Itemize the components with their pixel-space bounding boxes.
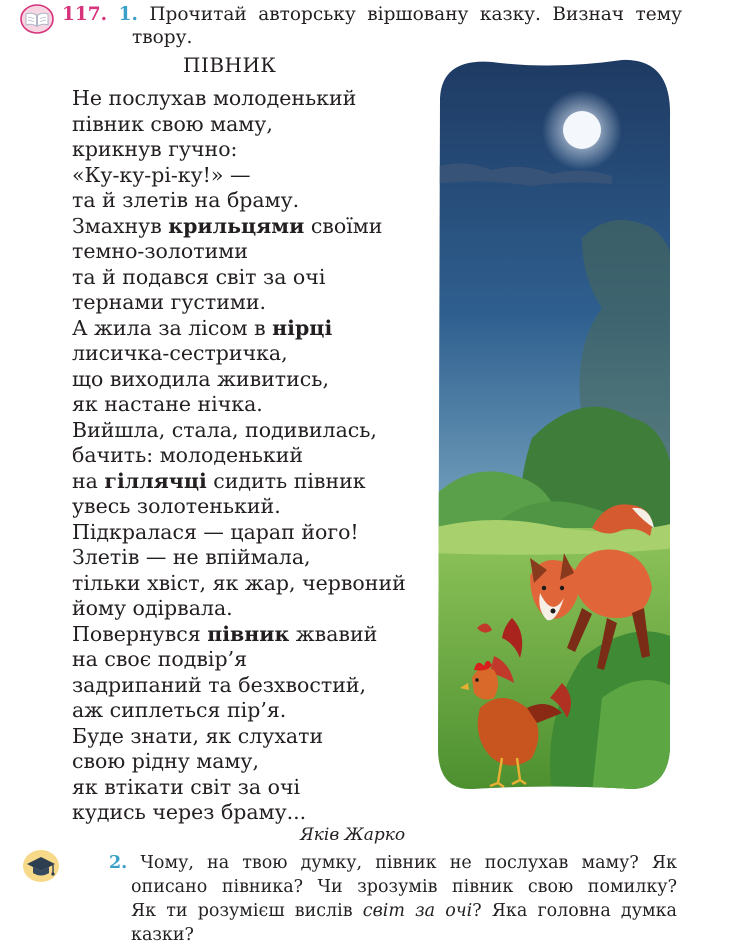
task-text-line2: твору. bbox=[132, 27, 193, 48]
question-line4: казки? bbox=[131, 925, 194, 945]
question-line1: Чому, на твою думку, півник не послухав маму? Як bbox=[140, 853, 677, 873]
question-line3: Як ти розумієш вислів світ за очі? Яка головна думка bbox=[131, 901, 677, 921]
poem-line: півник свою маму, bbox=[72, 111, 273, 136]
poem-line: як настане нічка. bbox=[72, 392, 263, 416]
poem-line: на гіллячці сидить півник bbox=[72, 468, 366, 493]
idiom-phrase: світ за очі bbox=[362, 901, 473, 921]
poem-line: аж сиплеться пір’я. bbox=[72, 698, 287, 722]
poem-title: ПІВНИК bbox=[183, 53, 277, 77]
poem-line: тернами густими. bbox=[72, 290, 267, 314]
subtask-number: 1. bbox=[118, 4, 138, 25]
poem-line: кудись через браму... bbox=[72, 800, 307, 824]
poem-line: Змахнув крильцями своїми bbox=[72, 213, 383, 238]
poem-line: «Ку-ку-рі-ку!» — bbox=[72, 162, 251, 187]
graduation-cap-icon bbox=[22, 849, 60, 883]
question-line2: описано півника? Чи зрозумів півник свою помилку? bbox=[131, 877, 677, 897]
question-number: 2. bbox=[109, 853, 128, 873]
highlighted-word: гіллячці bbox=[104, 468, 207, 493]
poem-text bbox=[72, 86, 442, 826]
open-book-icon bbox=[20, 4, 54, 34]
poem-line: лисичка-сестричка, bbox=[72, 341, 288, 365]
poem-author: Яків Жарко bbox=[300, 825, 406, 845]
task-instruction bbox=[62, 3, 682, 26]
poem-line: Буде знати, як слухати bbox=[72, 723, 324, 748]
poem-line: крикнув гучно: bbox=[72, 137, 238, 161]
highlighted-word: крильцями bbox=[168, 213, 305, 238]
poem-line: як втікати світ за очі bbox=[72, 774, 301, 799]
exercise-number: 117. bbox=[62, 4, 108, 25]
poem-line: на своє подвір’я bbox=[72, 647, 248, 671]
highlighted-word: півник bbox=[207, 621, 290, 646]
task-text-line1: Прочитай авторську віршовану казку. Визнач тему bbox=[149, 4, 682, 25]
poem-line: бачить: молоденький bbox=[72, 443, 304, 467]
fox-and-rooster-illustration bbox=[432, 58, 675, 793]
poem-line: Не послухав молоденький bbox=[72, 86, 357, 110]
poem-line: йому одірвала. bbox=[72, 596, 233, 620]
poem-line: Підкралася — царап його! bbox=[72, 519, 359, 544]
poem-line: тільки хвіст, як жар, червоний bbox=[72, 570, 406, 595]
poem-line: та й злетів на браму. bbox=[72, 188, 300, 212]
poem-line: Повернувся півник жвавий bbox=[72, 621, 378, 646]
poem-line: А жила за лісом в нірці bbox=[72, 315, 333, 340]
question-2 bbox=[109, 851, 677, 947]
poem-line: Вийшла, стала, подивилась, bbox=[72, 417, 377, 442]
poem-line: свою рідну маму, bbox=[72, 749, 259, 773]
poem-line: Злетів — не впіймала, bbox=[72, 545, 311, 569]
poem-line: та й подався світ за очі bbox=[72, 264, 326, 289]
highlighted-word: нірці bbox=[272, 315, 333, 340]
poem-line: увесь золотенький. bbox=[72, 494, 281, 518]
poem-line: задрипаний та безхвостий, bbox=[72, 672, 367, 697]
poem-line: що виходила живитись, bbox=[72, 366, 329, 391]
poem-line: темно-золотими bbox=[72, 239, 248, 263]
